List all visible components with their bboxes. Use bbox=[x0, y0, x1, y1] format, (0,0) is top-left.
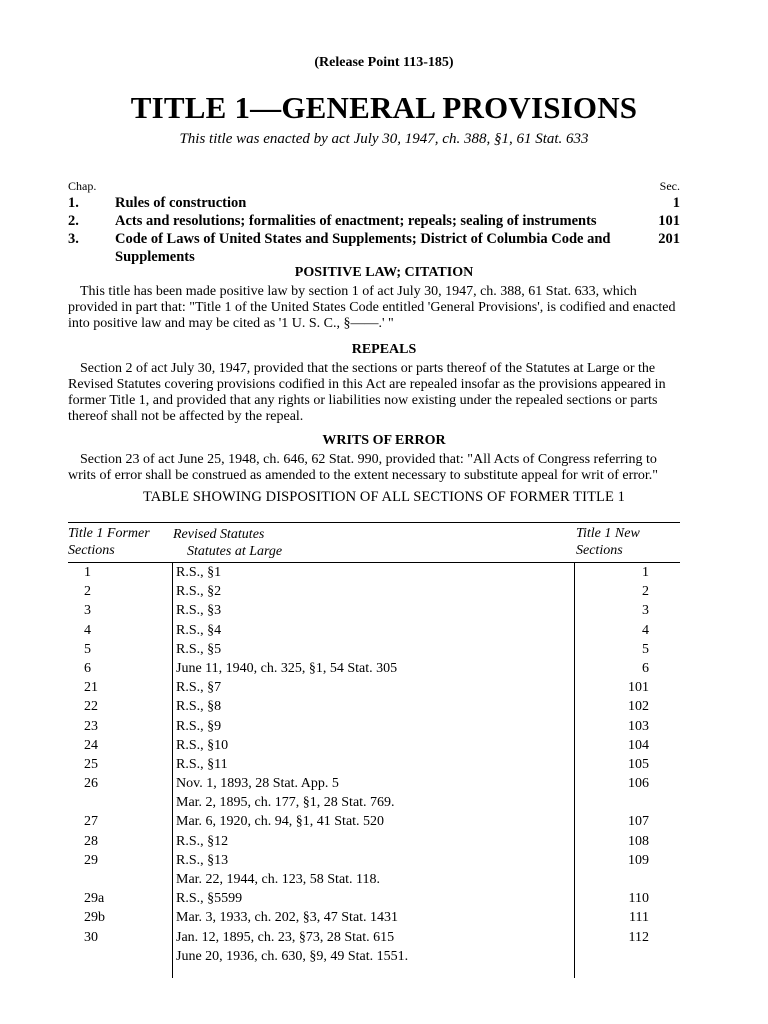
chapter-item[interactable] bbox=[68, 212, 680, 230]
source-cell: R.S., §12 bbox=[176, 833, 229, 849]
source-cell: R.S., §4 bbox=[176, 622, 222, 638]
chapter-title: Code of Laws of United States and Supplements; District of Columbia Code and Supplements bbox=[115, 231, 611, 265]
source-cell: R.S., §5 bbox=[176, 641, 222, 657]
former-section-cell: 23 bbox=[84, 718, 98, 734]
table-row bbox=[68, 601, 680, 620]
new-section-cell: 2 bbox=[642, 584, 649, 600]
source-cell: R.S., §9 bbox=[176, 718, 222, 734]
table-row bbox=[68, 736, 680, 755]
new-section-cell: 109 bbox=[628, 852, 649, 868]
table-row bbox=[68, 717, 680, 736]
chapter-number: 3. bbox=[68, 231, 79, 247]
new-section-cell: 1 bbox=[642, 565, 649, 580]
section-text-positive-law: This title has been made positive law by section 1 of act July 30, 1947, ch. 388, 61 Stat. 633, which provided in part that: "Title 1 of the United States Code entitled 'General Provisions', is codified and enacted into positive law and may be cited as '1 U. S. C., §——.' " bbox=[68, 284, 676, 331]
table-row bbox=[68, 563, 680, 582]
source-cell: R.S., §13 bbox=[176, 852, 229, 868]
new-section-cell: 107 bbox=[628, 814, 649, 830]
source-cell: R.S., §3 bbox=[176, 603, 222, 619]
chapter-list bbox=[68, 194, 680, 266]
former-section-cell: 30 bbox=[84, 929, 98, 945]
source-cell: Mar. 22, 1944, ch. 123, 58 Stat. 118. bbox=[176, 872, 381, 887]
former-section-cell: 29b bbox=[84, 910, 105, 926]
former-section-cell: 5 bbox=[84, 641, 91, 657]
source-cell: R.S., §10 bbox=[176, 737, 229, 753]
chapter-item[interactable] bbox=[68, 230, 680, 266]
new-section-cell: 101 bbox=[628, 680, 649, 696]
former-section-cell: 28 bbox=[84, 833, 98, 849]
col-header-new: Title 1 New Sections bbox=[576, 526, 640, 558]
section-heading-writs-of-error: WRITS OF ERROR bbox=[322, 433, 446, 448]
chap-column-label: Chap. bbox=[68, 179, 97, 193]
source-cell: R.S., §1 bbox=[176, 565, 222, 580]
former-section-cell: 29a bbox=[84, 891, 105, 907]
table-row bbox=[68, 851, 680, 870]
former-section-cell: 3 bbox=[84, 603, 91, 619]
new-section-cell: 111 bbox=[629, 910, 649, 926]
table-row bbox=[68, 889, 680, 908]
sec-column-label: Sec. bbox=[659, 179, 680, 193]
source-cell: R.S., §11 bbox=[176, 756, 228, 772]
new-section-cell: 104 bbox=[628, 737, 649, 753]
new-section-cell: 4 bbox=[642, 622, 649, 638]
source-cell: R.S., §8 bbox=[176, 699, 222, 715]
table-body bbox=[68, 563, 680, 966]
new-section-cell: 108 bbox=[628, 833, 649, 849]
table-row bbox=[68, 832, 680, 851]
new-section-cell: 3 bbox=[642, 603, 649, 619]
new-section-cell: 5 bbox=[642, 641, 649, 657]
table-row bbox=[68, 947, 680, 966]
new-section-cell: 102 bbox=[628, 699, 649, 715]
page-title: TITLE 1—GENERAL PROVISIONS bbox=[130, 90, 638, 125]
release-point: (Release Point 113-185) bbox=[314, 55, 454, 70]
section-heading-repeals: REPEALS bbox=[351, 342, 417, 357]
chapter-section: 1 bbox=[672, 195, 680, 211]
former-section-cell: 25 bbox=[84, 756, 98, 772]
table-row bbox=[68, 621, 680, 640]
new-section-cell: 112 bbox=[628, 929, 649, 945]
section-text-repeals: Section 2 of act July 30, 1947, provided that the sections or parts thereof of the Statutes at Large or the Revised Statutes covering provisions codified in this Act are repealed insofar as the provisions appeared in former Title 1, and provided that any rights or liabilities now existing under the repealed sections or parts thereof shall not be affected by the repeal. bbox=[68, 361, 666, 424]
source-cell: June 11, 1940, ch. 325, §1, 54 Stat. 305 bbox=[176, 660, 398, 676]
table-row bbox=[68, 755, 680, 774]
source-cell: Mar. 3, 1933, ch. 202, §3, 47 Stat. 1431 bbox=[176, 910, 399, 926]
chapter-title: Acts and resolutions; formalities of enactment; repeals; sealing of instruments bbox=[115, 213, 597, 229]
table-row bbox=[68, 582, 680, 601]
table-row bbox=[68, 697, 680, 716]
chapter-title: Rules of construction bbox=[115, 195, 247, 211]
source-cell: Nov. 1, 1893, 28 Stat. App. 5 bbox=[176, 776, 339, 792]
chapter-section: 201 bbox=[658, 231, 680, 247]
chapter-number: 1. bbox=[68, 195, 79, 211]
table-row bbox=[68, 678, 680, 697]
chapter-list-header bbox=[68, 179, 680, 194]
table-row bbox=[68, 928, 680, 947]
former-section-cell: 24 bbox=[84, 737, 98, 753]
new-section-cell: 105 bbox=[628, 756, 649, 772]
former-section-cell: 29 bbox=[84, 852, 98, 868]
table-row bbox=[68, 812, 680, 831]
table-row bbox=[68, 659, 680, 678]
source-cell: Mar. 6, 1920, ch. 94, §1, 41 Stat. 520 bbox=[176, 814, 385, 830]
new-section-cell: 110 bbox=[628, 891, 649, 907]
table-row bbox=[68, 870, 680, 889]
former-section-cell: 22 bbox=[84, 699, 98, 715]
chapter-number: 2. bbox=[68, 213, 79, 229]
former-section-cell: 2 bbox=[84, 584, 91, 600]
former-section-cell: 21 bbox=[84, 680, 98, 696]
source-cell: R.S., §2 bbox=[176, 584, 222, 600]
section-text-writs-of-error: Section 23 of act June 25, 1948, ch. 646, 62 Stat. 990, provided that: "All Acts of Congress referring to writs of error shall be construed as amended to the extent necessary to substitute appeal for writ of error." bbox=[68, 452, 659, 483]
source-cell: R.S., §7 bbox=[176, 680, 222, 696]
former-section-cell: 6 bbox=[84, 660, 91, 676]
table-row bbox=[68, 640, 680, 659]
col-header-former: Title 1 Former Sections bbox=[68, 526, 150, 558]
section-heading-positive-law: POSITIVE LAW; CITATION bbox=[294, 265, 474, 280]
disposition-table bbox=[68, 522, 680, 978]
source-cell: R.S., §5599 bbox=[176, 891, 243, 907]
former-section-cell: 26 bbox=[84, 776, 98, 792]
enactment-note: This title was enacted by act July 30, 1947, ch. 388, §1, 61 Stat. 633 bbox=[179, 131, 589, 147]
table-top-rule bbox=[68, 522, 680, 523]
chapter-section: 101 bbox=[658, 213, 680, 229]
table-row bbox=[68, 793, 680, 812]
new-section-cell: 106 bbox=[628, 776, 649, 792]
source-cell: June 20, 1936, ch. 630, §9, 49 Stat. 1551. bbox=[176, 948, 409, 964]
former-section-cell: 27 bbox=[84, 814, 98, 830]
col-header-source: Revised Statutes Statutes at Large bbox=[173, 527, 283, 559]
table-title: TABLE SHOWING DISPOSITION OF ALL SECTIONS OF FORMER TITLE 1 bbox=[142, 489, 626, 505]
table-row bbox=[68, 774, 680, 793]
table-row bbox=[68, 908, 680, 927]
former-section-cell: 4 bbox=[84, 622, 91, 638]
new-section-cell: 6 bbox=[642, 660, 649, 676]
source-cell: Mar. 2, 1895, ch. 177, §1, 28 Stat. 769. bbox=[176, 795, 395, 811]
former-section-cell: 1 bbox=[84, 565, 91, 580]
source-cell: Jan. 12, 1895, ch. 23, §73, 28 Stat. 615 bbox=[176, 929, 395, 945]
chapter-item[interactable] bbox=[68, 194, 680, 212]
new-section-cell: 103 bbox=[628, 718, 649, 734]
